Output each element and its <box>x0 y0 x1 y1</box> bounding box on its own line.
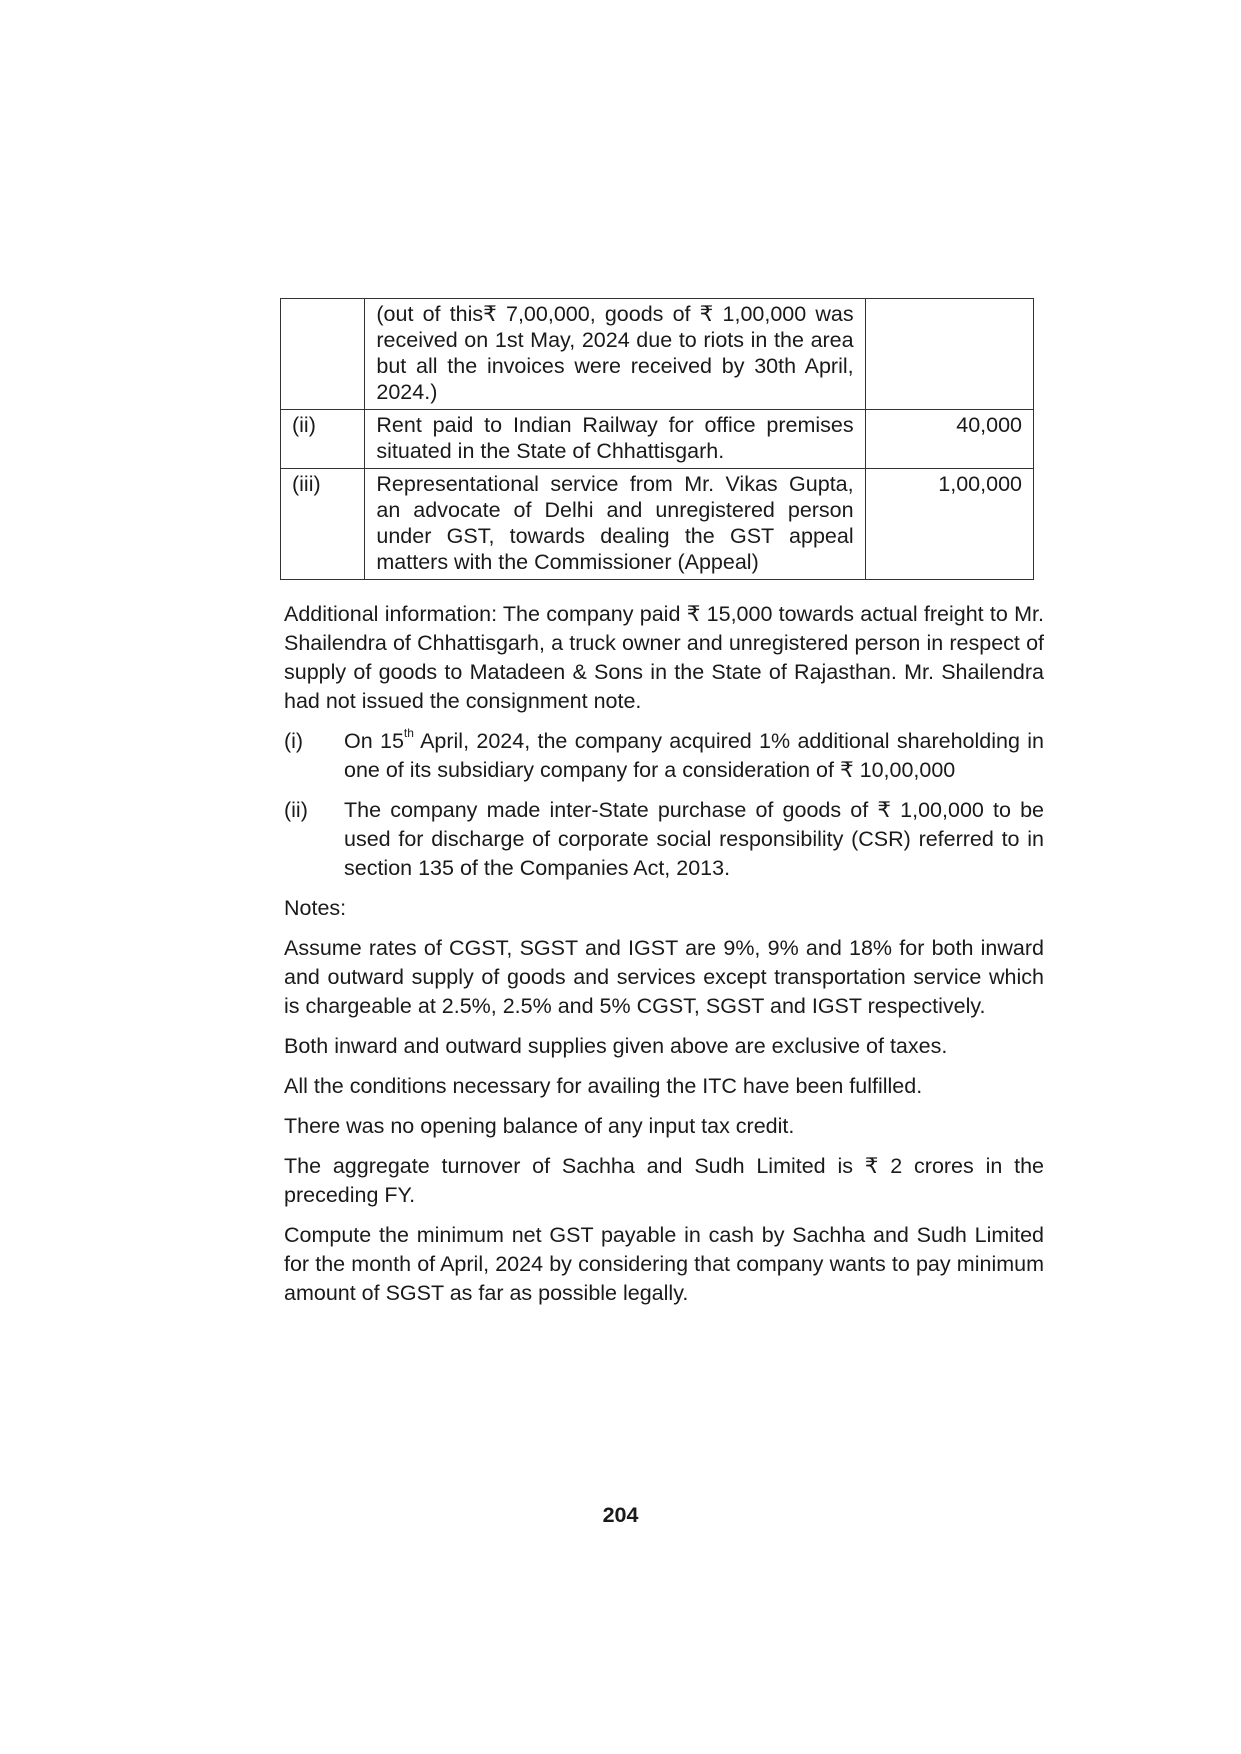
table-row <box>281 469 1034 580</box>
row-number: (iii) <box>281 469 365 580</box>
item-text: The company made inter-State purchase of goods of ₹ 1,00,000 to be used for discharge of corporate social responsibility (CSR) referred to in section 135 of the Companies Act, 2013. <box>344 798 1044 880</box>
row-amount: 40,000 <box>865 410 1033 469</box>
item-text: On 15th April, 2024, the company acquired 1% additional shareholding in one of its subsidiary company for a consideration of ₹ 10,00,000 <box>344 726 1044 782</box>
note-paragraph: There was no opening balance of any input tax credit. <box>284 1114 795 1138</box>
note-paragraph: Assume rates of CGST, SGST and IGST are 9%, 9% and 18% for both inward and outward supply of goods and services except transportation service which is chargeable at 2.5%, 2.5% and 5% CGST, SGST and IGST respectively. <box>284 936 1044 1018</box>
item-number: (ii) <box>284 798 308 822</box>
question-paragraph: Compute the minimum net GST payable in cash by Sachha and Sudh Limited for the month of April, 2024 by considering that company wants to pay minimum amount of SGST as far as possible legally. <box>284 1223 1044 1305</box>
note-paragraph: All the conditions necessary for availing the ITC have been fulfilled. <box>284 1074 923 1098</box>
table-row <box>281 410 1034 469</box>
body-text <box>284 600 1044 1319</box>
inward-supplies-table <box>280 298 1034 580</box>
row-number <box>281 299 365 410</box>
row-amount: 1,00,000 <box>865 469 1033 580</box>
row-amount <box>865 299 1033 410</box>
item-number: (i) <box>284 729 304 753</box>
row-number: (ii) <box>281 410 365 469</box>
page-number: 204 <box>602 1503 639 1527</box>
note-paragraph: Both inward and outward supplies given above are exclusive of taxes. <box>284 1034 948 1058</box>
row-description: (out of this₹ 7,00,000, goods of ₹ 1,00,000 was received on 1st May, 2024 due to riots in the area but all the invoices were received by 30th April, 2024.) <box>365 299 865 410</box>
additional-information: Additional information: The company paid ₹ 15,000 towards actual freight to Mr. Shailendra of Chhattisgarh, a truck owner and unregistered person in respect of supply of goods to Matadeen & Sons in the State of Rajasthan. Mr. Shailendra had not issued the consignment note. <box>284 602 1044 713</box>
row-description: Representational service from Mr. Vikas Gupta, an advocate of Delhi and unregistered person under GST, towards dealing the GST appeal matters with the Commissioner (Appeal) <box>365 469 865 580</box>
row-description: Rent paid to Indian Railway for office premises situated in the State of Chhattisgarh. <box>365 410 865 469</box>
ordinal-suffix: th <box>403 726 414 740</box>
note-paragraph: The aggregate turnover of Sachha and Sudh Limited is ₹ 2 crores in the preceding FY. <box>284 1154 1044 1207</box>
notes-heading: Notes: <box>284 896 347 920</box>
list-item <box>284 727 1044 785</box>
table-row <box>281 299 1034 410</box>
list-item <box>284 796 1044 883</box>
